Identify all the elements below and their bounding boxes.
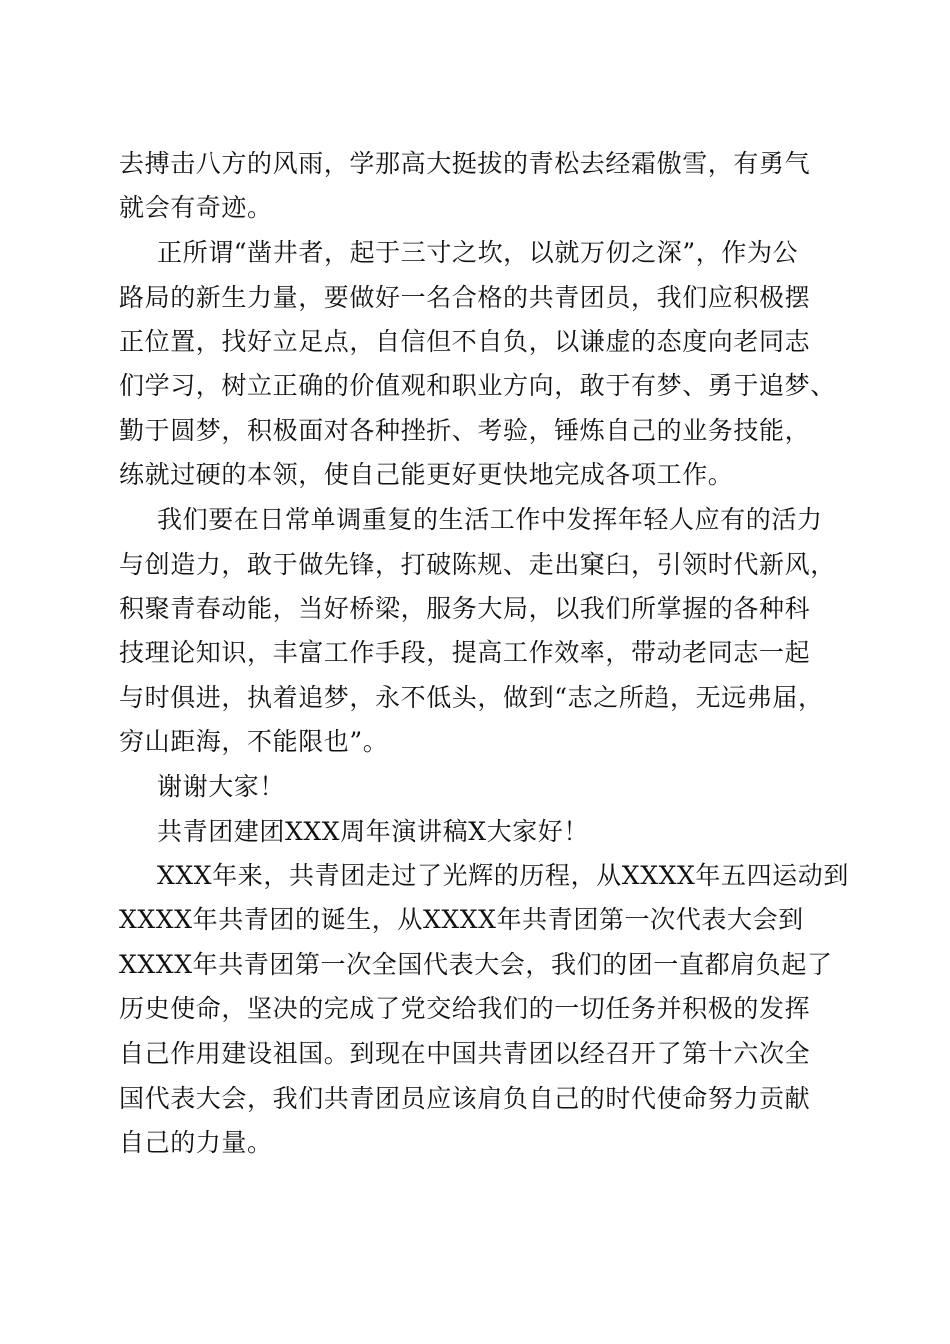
text-line: 去搏击八方的风雨，学那高大挺拔的青松去经霜傲雪，有勇气	[119, 149, 811, 178]
text-line: 正所谓“凿井者，起于三寸之坎，以就万仞之深”，作为公	[157, 238, 799, 267]
text-line: 勤于圆梦，积极面对各种挫折、考验，锤炼自己的业务技能，	[119, 416, 811, 445]
text-line: 谢谢大家！	[157, 772, 286, 801]
text-line: XXX年来，共青团走过了光辉的历程，从XXXX年五四运动到	[157, 861, 849, 890]
text-line: 们学习，树立正确的价值观和职业方向，敢于有梦、勇于追梦、	[119, 371, 836, 400]
text-line: 与创造力，敢于做先锋，打破陈规、走出窠臼，引领时代新风，	[119, 550, 836, 579]
text-line: XXXX年共青团的诞生，从XXXX年共青团第一次代表大会到	[119, 905, 804, 934]
text-line: XXXX年共青团第一次全国代表大会，我们的团一直都肩负起了	[119, 950, 833, 979]
text-line: 就会有奇迹。	[119, 193, 273, 222]
text-line: 国代表大会，我们共青团员应该肩负自己的时代使命努力贡献	[119, 1084, 811, 1113]
text-line: 与时俱进，执着追梦，永不低头，做到“志之所趋，无远弗届，	[119, 683, 824, 712]
text-line: 技理论知识，丰富工作手段，提高工作效率，带动老同志一起	[119, 638, 811, 667]
text-line: 正位置，找好立足点，自信但不自负，以谦虚的态度向老同志	[119, 327, 811, 356]
text-line: 积聚青春动能，当好桥梁，服务大局，以我们所掌握的各种科	[119, 594, 811, 623]
text-line: 自己作用建设祖国。到现在中国共青团以经召开了第十六次全	[119, 1039, 811, 1068]
text-line: 路局的新生力量，要做好一名合格的共青团员，我们应积极摆	[119, 283, 811, 312]
text-line: 共青团建团XXX周年演讲稿X大家好！	[157, 817, 589, 846]
text-line: 练就过硬的本领，使自己能更好更快地完成各项工作。	[119, 460, 734, 489]
text-line: 历史使命，坚决的完成了党交给我们的一切任务并积极的发挥	[119, 994, 811, 1023]
text-line: 自己的力量。	[119, 1128, 273, 1157]
text-line: 我们要在日常单调重复的生活工作中发挥年轻人应有的活力	[157, 505, 823, 534]
text-line: 穷山距海，不能限也”。	[119, 727, 389, 756]
